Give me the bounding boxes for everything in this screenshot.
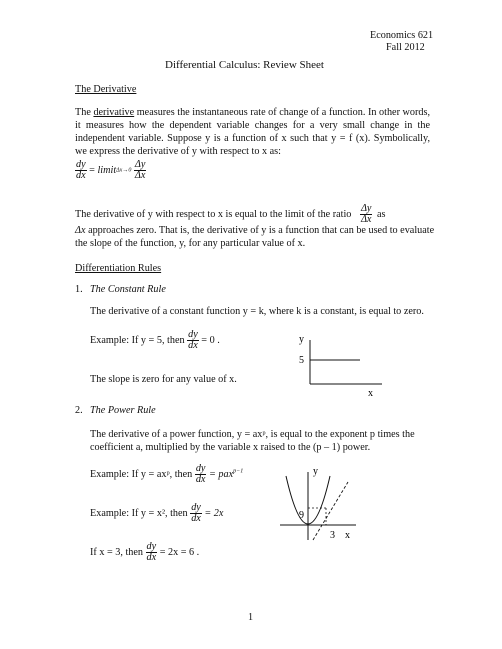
rule-2-title: The Power Rule	[90, 405, 156, 416]
term: Fall 2012	[386, 42, 425, 53]
power-function-graph	[268, 462, 368, 548]
rule-1-title: The Constant Rule	[90, 284, 166, 295]
section-heading-derivative: The Derivative	[75, 84, 137, 95]
rule-1-slope-text: The slope is zero for any value of x.	[90, 374, 237, 385]
derivative-paragraph-2c: the slope of the function, y, for any particular value of x.	[75, 238, 306, 249]
section-heading-rules: Differentiation Rules	[75, 263, 162, 274]
rule-1-number: 1.	[75, 284, 83, 295]
constant-function-graph	[290, 330, 390, 400]
y-tick-label: 9	[299, 510, 304, 521]
derivative-term: derivative	[93, 107, 135, 118]
page-title: Differential Calculus: Review Sheet	[165, 59, 324, 71]
y-axis-label: y	[299, 334, 304, 345]
derivative-paragraph-2a: The derivative of y with respect to x is equal to the limit of the ratio $\frac{\Delta y}{\Delta x}$ as	[75, 203, 386, 225]
rule-1-example: Example: If y = 5, then $\frac{dy}{dx}$ = 0 .	[90, 329, 220, 351]
rule-1-text: The derivative of a constant function y = k, where k is a constant, is equal to zero.	[90, 306, 424, 317]
x-tick-label: 3	[330, 530, 335, 541]
rule-2-text-2: coefficient a, multiplied by the variable x raised to the (p – 1) power.	[90, 442, 371, 453]
derivative-formula: $\frac{dy}{dx}$ = limitΔx→0 $\frac{\Delta y}{\Delta x}$	[76, 159, 146, 181]
page-number: 1	[248, 612, 254, 623]
derivative-paragraph-2b: Δx approaches zero. That is, the derivative of y is a function that can be used to evaluate	[75, 225, 435, 236]
derivative-paragraph: The derivative measures the instantaneous rate of change of a function. In other words, it measures how the dependent variable changes for a very small change in the independent variable. Suppose y is a function of x such that y = f (x). Symbolically, we express the derivative of y with respect to x as:	[75, 107, 431, 157]
y-tick-label: 5	[299, 355, 304, 366]
rule-2-example-3: If x = 3, then $\frac{dy}{dx}$ = 2x = 6 .	[90, 541, 200, 563]
delta-fraction: $\frac{\Delta y}{\Delta x}$	[134, 159, 146, 181]
dy-dx-fraction: $\frac{dy}{dx}$	[76, 159, 86, 181]
rule-2-text-1: The derivative of a power function, y = axᵖ, is equal to the exponent p times the	[90, 429, 415, 440]
course-name: Economics 621	[370, 30, 434, 41]
rule-2-number: 2.	[75, 405, 83, 416]
x-axis-label: x	[368, 388, 373, 399]
rule-2-example-1: Example: If y = axᵖ, then $\frac{dy}{dx}$ = pax$^{p-1}$	[90, 463, 244, 485]
y-axis-label: y	[313, 466, 318, 477]
rule-2-example-2: Example: If y = x², then $\frac{dy}{dx}$ = 2x	[90, 502, 224, 524]
x-axis-label: x	[345, 530, 350, 541]
